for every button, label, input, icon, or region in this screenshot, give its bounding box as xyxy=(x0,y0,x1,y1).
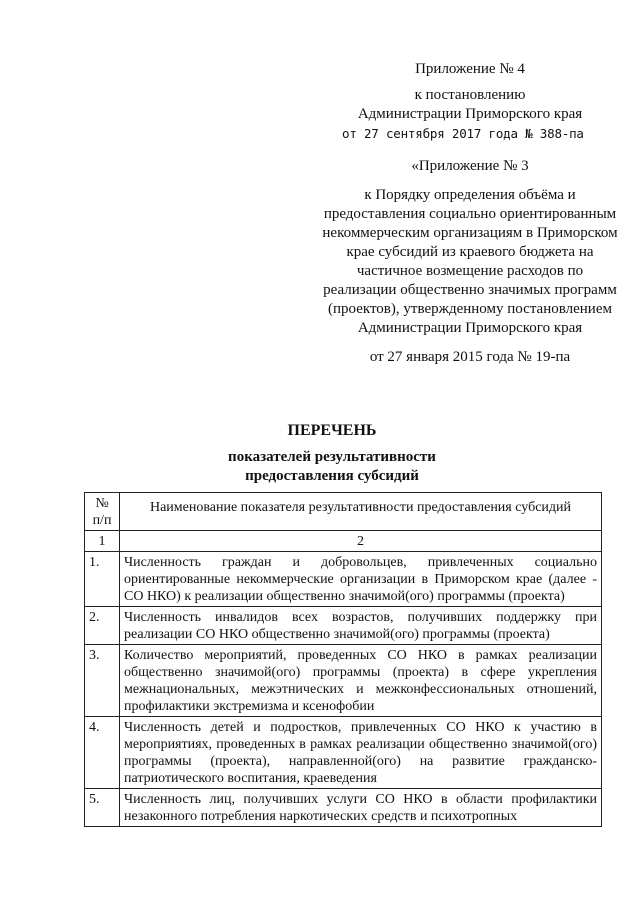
document-subtitle-line-1: показателей результативности xyxy=(228,449,436,465)
appendix-4-label: Приложение № 4 xyxy=(415,61,525,77)
document-title: ПЕРЕЧЕНЬ xyxy=(287,422,377,439)
administration-label: Администрации Приморского края xyxy=(357,106,583,122)
table-row xyxy=(85,789,602,827)
row-indicator-name: Численность инвалидов всех возрастов, получивших поддержку при реализации СО НКО общественно значимой(ого) программы (проекта) xyxy=(120,607,602,645)
column-index-number: 1 xyxy=(85,531,120,552)
document-title-block xyxy=(0,422,640,486)
table-index-row xyxy=(85,531,602,552)
column-index-name: 2 xyxy=(120,531,602,552)
column-header-number: № п/п xyxy=(85,493,120,531)
table-row xyxy=(85,645,602,717)
indicators-table xyxy=(84,492,602,827)
row-indicator-name: Численность граждан и добровольцев, привлеченных социально ориентированные некоммерческие организации в Приморском крае (далее - СО НКО) к реализации общественно значимой(ого) программы (проекта) xyxy=(120,552,602,607)
to-resolution-label: к постановлению xyxy=(414,87,526,103)
row-number: 5. xyxy=(85,789,120,827)
row-number: 4. xyxy=(85,717,120,789)
row-number: 2. xyxy=(85,607,120,645)
row-number: 1. xyxy=(85,552,120,607)
table-row xyxy=(85,717,602,789)
approval-date: от 27 января 2015 года № 19-па xyxy=(369,349,571,365)
table-header-row xyxy=(85,493,602,531)
document-subtitle-line-2: предоставления субсидий xyxy=(245,468,419,484)
column-header-name: Наименование показателя результативности предоставления субсидий xyxy=(120,493,602,531)
table-row xyxy=(85,552,602,607)
procedure-description: к Порядку определения объёма и предоставления социально ориентированным некоммерческим организациям в Приморском крае субсидий из краевого бюджета на частичное возмещение расходов по реализации общественно значимых программ (проектов), утвержденному постановлением Администрации Приморского края xyxy=(322,187,618,336)
header-block xyxy=(320,60,620,367)
row-indicator-name: Количество мероприятий, проведенных СО НКО в рамках реализации общественно значимой(ого) программы (проекта) в сфере укрепления межнациональных, межэтнических и межконфессиональных отношений, профилактики экстремизма и ксенофобии xyxy=(120,645,602,717)
table-row xyxy=(85,607,602,645)
row-indicator-name: Численность детей и подростков, привлеченных СО НКО к участию в мероприятиях, проведенных в рамках реализации общественно значимой(ого) программы (проекта), направленной(ого) на развитие гражданско-патриотического воспитания, краеведения xyxy=(120,717,602,789)
resolution-stamp: от 27 сентября 2017 года № 388-па xyxy=(342,126,584,141)
appendix-3-label: «Приложение № 3 xyxy=(411,158,529,174)
row-indicator-name: Численность лиц, получивших услуги СО НКО в области профилактики незаконного потребления наркотических средств и психотропных xyxy=(120,789,602,827)
row-number: 3. xyxy=(85,645,120,717)
